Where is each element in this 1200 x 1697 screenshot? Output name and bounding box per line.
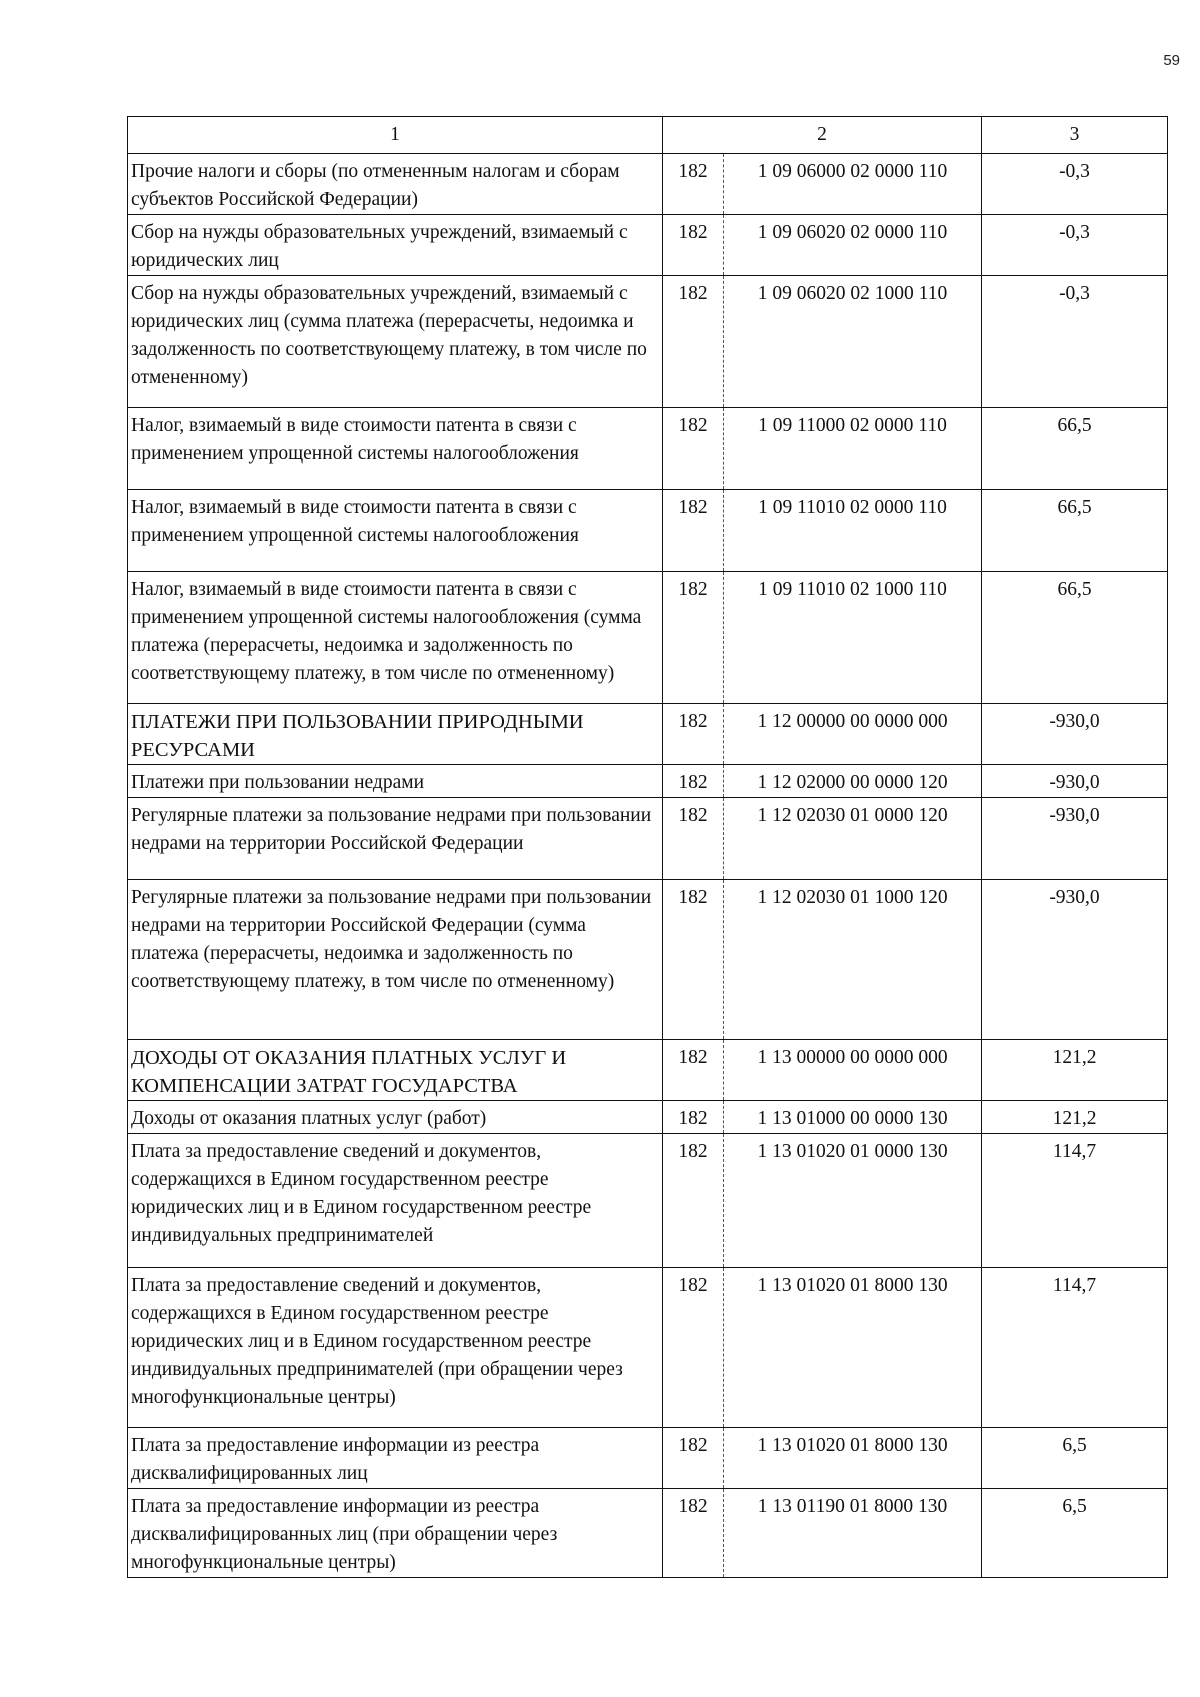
revenue-name: Сбор на нужды образовательных учреждений, взимаемый с юридических лиц [128, 215, 663, 276]
amount: 114,7 [982, 1134, 1168, 1268]
table-row [128, 276, 1168, 408]
admin-code: 182 [663, 1489, 724, 1578]
admin-code: 182 [663, 154, 724, 215]
table-row [128, 1489, 1168, 1578]
table-row [128, 408, 1168, 490]
budget-classification-code: 1 13 01020 01 0000 130 [724, 1134, 982, 1268]
table-row [128, 1134, 1168, 1268]
budget-classification-code: 1 12 00000 00 0000 000 [724, 704, 982, 765]
revenue-name: Сбор на нужды образовательных учреждений, взимаемый с юридических лиц (сумма платежа (перерасчеты, недоимка и задолженность по соответствующему платежу, в том числе по отмененному) [128, 276, 663, 408]
revenue-section-name: ПЛАТЕЖИ ПРИ ПОЛЬЗОВАНИИ ПРИРОДНЫМИ РЕСУРСАМИ [128, 704, 663, 765]
table-row [128, 765, 1168, 798]
admin-code: 182 [663, 1428, 724, 1489]
table-row [128, 490, 1168, 572]
table-row [128, 154, 1168, 215]
budget-classification-code: 1 09 06000 02 0000 110 [724, 154, 982, 215]
revenue-name: Плата за предоставление информации из реестра дисквалифицированных лиц [128, 1428, 663, 1489]
admin-code: 182 [663, 1101, 724, 1134]
amount: -930,0 [982, 798, 1168, 880]
budget-classification-code: 1 13 01020 01 8000 130 [724, 1268, 982, 1428]
table-row [128, 1268, 1168, 1428]
admin-code: 182 [663, 765, 724, 798]
column-header-1: 1 [128, 117, 663, 154]
table-row [128, 1101, 1168, 1134]
budget-classification-code: 1 09 06020 02 0000 110 [724, 215, 982, 276]
budget-classification-code: 1 12 02030 01 1000 120 [724, 880, 982, 1040]
budget-classification-code: 1 09 11010 02 1000 110 [724, 572, 982, 704]
admin-code: 182 [663, 276, 724, 408]
revenue-name: Плата за предоставление сведений и документов, содержащихся в Едином государственном реестре юридических лиц и в Едином государственном реестре индивидуальных предпринимателей (при обращении через многофункциональные центры) [128, 1268, 663, 1428]
revenue-name: Регулярные платежи за пользование недрами при пользовании недрами на территории Российской Федерации (сумма платежа (перерасчеты, недоимка и задолженность по соответствующему платежу, в том числе по отмененному) [128, 880, 663, 1040]
table-header-row [128, 117, 1168, 154]
revenue-name: Плата за предоставление информации из реестра дисквалифицированных лиц (при обращении через многофункциональные центры) [128, 1489, 663, 1578]
table-row [128, 880, 1168, 1040]
budget-classification-code: 1 12 02030 01 0000 120 [724, 798, 982, 880]
admin-code: 182 [663, 1040, 724, 1101]
table-row [128, 1428, 1168, 1489]
admin-code: 182 [663, 798, 724, 880]
table-row [128, 215, 1168, 276]
amount: 66,5 [982, 572, 1168, 704]
table-row [128, 572, 1168, 704]
budget-classification-code: 1 13 01000 00 0000 130 [724, 1101, 982, 1134]
revenue-name: Платежи при пользовании недрами [128, 765, 663, 798]
admin-code: 182 [663, 572, 724, 704]
amount: 66,5 [982, 408, 1168, 490]
budget-classification-code: 1 13 01190 01 8000 130 [724, 1489, 982, 1578]
amount: 121,2 [982, 1040, 1168, 1101]
revenue-name: Налог, взимаемый в виде стоимости патента в связи с применением упрощенной системы налогообложения [128, 490, 663, 572]
revenue-name: Доходы от оказания платных услуг (работ) [128, 1101, 663, 1134]
admin-code: 182 [663, 880, 724, 1040]
amount: -930,0 [982, 880, 1168, 1040]
amount: 6,5 [982, 1489, 1168, 1578]
revenue-name: Налог, взимаемый в виде стоимости патента в связи с применением упрощенной системы налогообложения [128, 408, 663, 490]
admin-code: 182 [663, 408, 724, 490]
budget-classification-code: 1 09 11000 02 0000 110 [724, 408, 982, 490]
revenue-name: Налог, взимаемый в виде стоимости патента в связи с применением упрощенной системы налогообложения (сумма платежа (перерасчеты, недоимка и задолженность по соответствующему платежу, в том числе по отмененному) [128, 572, 663, 704]
column-header-2: 2 [663, 117, 982, 154]
amount: -930,0 [982, 765, 1168, 798]
budget-revenue-table [127, 116, 1168, 1578]
budget-classification-code: 1 12 02000 00 0000 120 [724, 765, 982, 798]
budget-classification-code: 1 09 06020 02 1000 110 [724, 276, 982, 408]
admin-code: 182 [663, 490, 724, 572]
budget-classification-code: 1 09 11010 02 0000 110 [724, 490, 982, 572]
amount: -0,3 [982, 215, 1168, 276]
table-row [128, 704, 1168, 765]
revenue-section-name: ДОХОДЫ ОТ ОКАЗАНИЯ ПЛАТНЫХ УСЛУГ И КОМПЕНСАЦИИ ЗАТРАТ ГОСУДАРСТВА [128, 1040, 663, 1101]
admin-code: 182 [663, 1268, 724, 1428]
budget-classification-code: 1 13 00000 00 0000 000 [724, 1040, 982, 1101]
amount: -930,0 [982, 704, 1168, 765]
table-row [128, 1040, 1168, 1101]
revenue-name: Регулярные платежи за пользование недрами при пользовании недрами на территории Российской Федерации [128, 798, 663, 880]
amount: -0,3 [982, 154, 1168, 215]
revenue-name: Плата за предоставление сведений и документов, содержащихся в Едином государственном реестре юридических лиц и в Едином государственном реестре индивидуальных предпринимателей [128, 1134, 663, 1268]
amount: -0,3 [982, 276, 1168, 408]
table-row [128, 798, 1168, 880]
amount: 121,2 [982, 1101, 1168, 1134]
amount: 114,7 [982, 1268, 1168, 1428]
amount: 66,5 [982, 490, 1168, 572]
page-number: 59 [1163, 52, 1180, 69]
revenue-name: Прочие налоги и сборы (по отмененным налогам и сборам субъектов Российской Федерации) [128, 154, 663, 215]
admin-code: 182 [663, 215, 724, 276]
admin-code: 182 [663, 1134, 724, 1268]
amount: 6,5 [982, 1428, 1168, 1489]
column-header-3: 3 [982, 117, 1168, 154]
admin-code: 182 [663, 704, 724, 765]
budget-classification-code: 1 13 01020 01 8000 130 [724, 1428, 982, 1489]
